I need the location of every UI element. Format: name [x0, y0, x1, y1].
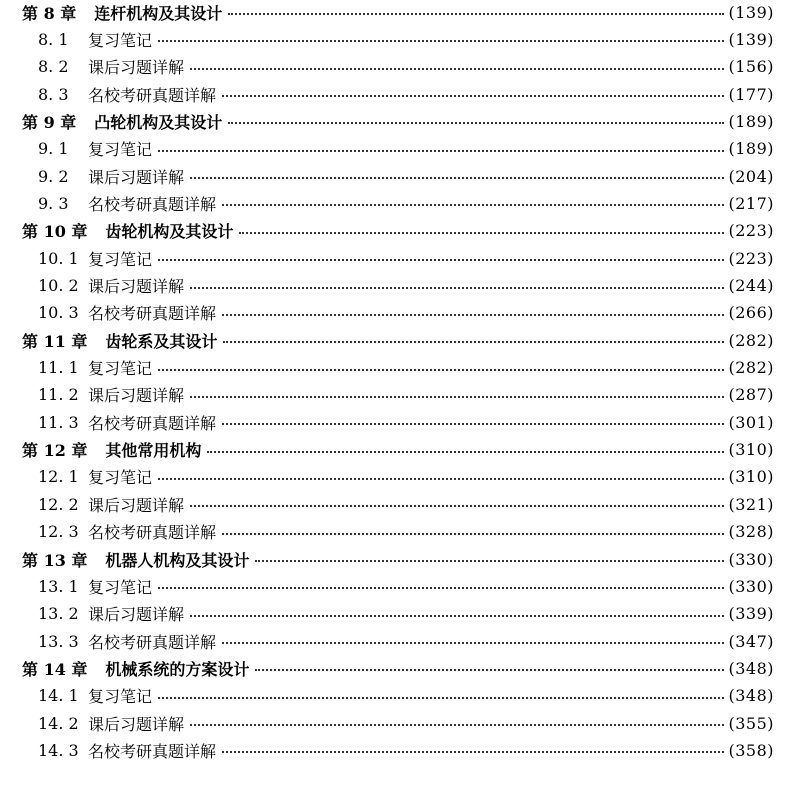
page-number: (348) — [728, 658, 774, 678]
toc-chapter-entry[interactable] — [22, 0, 774, 24]
toc-chapter-entry[interactable] — [22, 438, 774, 462]
dot-leader — [228, 13, 724, 15]
section-title: 复习笔记 — [88, 468, 153, 488]
section-number: 9. 1 — [38, 139, 69, 159]
page-number: (177) — [728, 84, 774, 104]
section-title: 课后习题详解 — [88, 167, 185, 187]
toc-section-entry[interactable] — [22, 164, 774, 188]
section-number: 14. 1 — [38, 686, 79, 706]
section-title: 复习笔记 — [88, 359, 153, 379]
section-number: 13. 1 — [38, 576, 79, 596]
section-title: 名校考研真题详解 — [88, 85, 217, 105]
page-number: (328) — [728, 522, 774, 542]
page-number: (204) — [728, 166, 774, 186]
dot-leader — [190, 505, 724, 507]
section-number: 10. 3 — [38, 303, 79, 323]
toc-section-entry[interactable] — [22, 137, 774, 161]
section-title: 课后习题详解 — [88, 58, 185, 78]
dot-leader — [158, 259, 724, 261]
toc-section-entry[interactable] — [22, 574, 774, 598]
toc-section-entry[interactable] — [22, 602, 774, 626]
section-title: 课后习题详解 — [88, 495, 185, 515]
toc-section-entry[interactable] — [22, 274, 774, 298]
dot-leader — [158, 150, 724, 152]
section-number: 10. 2 — [38, 276, 79, 295]
toc-section-entry[interactable] — [22, 191, 774, 215]
dot-leader — [222, 533, 724, 535]
page-number: (330) — [728, 549, 774, 569]
section-title: 复习笔记 — [88, 140, 153, 160]
toc-section-entry[interactable] — [22, 520, 774, 544]
section-title: 复习笔记 — [88, 30, 153, 50]
toc-section-entry[interactable] — [22, 738, 774, 762]
section-number: 14. 2 — [38, 713, 79, 733]
section-title: 复习笔记 — [88, 687, 153, 707]
page-number: (139) — [728, 29, 774, 49]
page-number: (223) — [728, 248, 774, 268]
section-title: 课后习题详解 — [88, 714, 185, 734]
toc-chapter-entry[interactable] — [22, 328, 774, 352]
page-number: (217) — [728, 193, 774, 213]
section-title: 名校考研真题详解 — [88, 632, 217, 652]
toc-chapter-entry[interactable] — [22, 547, 774, 571]
section-number: 8. 1 — [38, 29, 69, 49]
section-number: 11. 1 — [38, 358, 79, 378]
dot-leader — [158, 40, 724, 42]
toc-section-entry[interactable] — [22, 684, 774, 708]
toc-section-entry[interactable] — [22, 465, 774, 489]
chapter-number: 第 8 章 — [22, 3, 77, 23]
dot-leader — [222, 642, 724, 644]
page-number: (139) — [728, 2, 774, 22]
section-number: 11. 2 — [38, 385, 79, 405]
page-number: (301) — [728, 412, 774, 432]
dot-leader — [239, 232, 724, 234]
section-title: 名校考研真题详解 — [88, 304, 217, 324]
toc-section-entry[interactable] — [22, 629, 774, 653]
dot-leader — [222, 95, 724, 97]
dot-leader — [222, 423, 724, 425]
page-number: (189) — [728, 111, 774, 131]
chapter-number: 第 10 章 — [22, 222, 88, 242]
page-number: (266) — [728, 303, 774, 323]
page-number: (244) — [728, 276, 774, 295]
chapter-title: 齿轮系及其设计 — [105, 331, 218, 351]
chapter-title: 齿轮机构及其设计 — [105, 222, 234, 242]
page-number: (223) — [728, 221, 774, 241]
dot-leader — [190, 177, 724, 179]
dot-leader — [158, 697, 724, 699]
chapter-number: 第 14 章 — [22, 659, 88, 679]
section-number: 13. 3 — [38, 631, 79, 651]
section-title: 课后习题详解 — [88, 277, 185, 296]
dot-leader — [190, 287, 724, 289]
page-number: (282) — [728, 358, 774, 378]
section-number: 12. 3 — [38, 522, 79, 542]
section-title: 名校考研真题详解 — [88, 741, 217, 761]
section-title: 名校考研真题详解 — [88, 194, 217, 214]
toc-section-entry[interactable] — [22, 383, 774, 407]
page-number: (358) — [728, 740, 774, 760]
chapter-title: 机器人机构及其设计 — [105, 550, 250, 570]
dot-leader — [190, 615, 724, 617]
dot-leader — [190, 724, 724, 726]
dot-leader — [158, 478, 724, 480]
toc-section-entry[interactable] — [22, 27, 774, 51]
dot-leader — [222, 314, 724, 316]
toc-section-entry[interactable] — [22, 492, 774, 516]
page-number: (310) — [728, 467, 774, 487]
section-title: 复习笔记 — [88, 577, 153, 597]
chapter-title: 凸轮机构及其设计 — [94, 112, 223, 132]
chapter-title: 其他常用机构 — [105, 441, 202, 461]
dot-leader — [158, 369, 724, 371]
section-title: 课后习题详解 — [88, 605, 185, 625]
section-number: 13. 2 — [38, 604, 79, 624]
toc-section-entry[interactable] — [22, 246, 774, 270]
page-number: (355) — [728, 713, 774, 733]
page-number: (189) — [728, 139, 774, 159]
section-number: 8. 2 — [38, 57, 69, 77]
page-number: (310) — [728, 440, 774, 460]
dot-leader — [190, 396, 724, 398]
page-number: (282) — [728, 330, 774, 350]
page-number: (330) — [728, 576, 774, 596]
page-number: (348) — [728, 686, 774, 706]
section-number: 8. 3 — [38, 84, 69, 104]
chapter-title: 连杆机构及其设计 — [94, 3, 223, 23]
section-number: 9. 3 — [38, 193, 69, 213]
chapter-number: 第 12 章 — [22, 441, 88, 461]
dot-leader — [255, 669, 724, 671]
section-number: 9. 2 — [38, 166, 69, 186]
section-title: 复习笔记 — [88, 249, 153, 269]
dot-leader — [207, 451, 724, 453]
page-number: (321) — [728, 494, 774, 514]
dot-leader — [190, 68, 724, 70]
section-number: 11. 3 — [38, 412, 79, 432]
toc-section-entry[interactable] — [22, 301, 774, 325]
toc-chapter-entry[interactable] — [22, 656, 774, 680]
section-number: 12. 1 — [38, 467, 79, 487]
toc-chapter-entry[interactable] — [22, 109, 774, 133]
section-title: 课后习题详解 — [88, 386, 185, 406]
dot-leader — [222, 204, 724, 206]
section-number: 12. 2 — [38, 494, 79, 514]
dot-leader — [223, 341, 724, 343]
section-title: 名校考研真题详解 — [88, 523, 217, 543]
toc-section-entry[interactable] — [22, 356, 774, 380]
page-number: (347) — [728, 631, 774, 651]
page-number: (287) — [728, 385, 774, 405]
chapter-title: 机械系统的方案设计 — [105, 659, 250, 679]
section-number: 14. 3 — [38, 740, 79, 760]
toc-section-entry[interactable] — [22, 711, 774, 735]
page-number: (156) — [728, 57, 774, 77]
dot-leader — [222, 751, 724, 753]
chapter-number: 第 11 章 — [22, 331, 88, 351]
chapter-number: 第 13 章 — [22, 550, 88, 570]
toc-section-entry[interactable] — [22, 55, 774, 79]
dot-leader — [158, 587, 724, 589]
dot-leader — [228, 122, 724, 124]
page-number: (339) — [728, 604, 774, 624]
toc-section-entry[interactable] — [22, 410, 774, 434]
section-number: 10. 1 — [38, 248, 79, 268]
section-title: 名校考研真题详解 — [88, 413, 217, 433]
chapter-number: 第 9 章 — [22, 112, 77, 132]
toc-section-entry[interactable] — [22, 82, 774, 106]
toc-chapter-entry[interactable] — [22, 219, 774, 243]
dot-leader — [255, 560, 724, 562]
